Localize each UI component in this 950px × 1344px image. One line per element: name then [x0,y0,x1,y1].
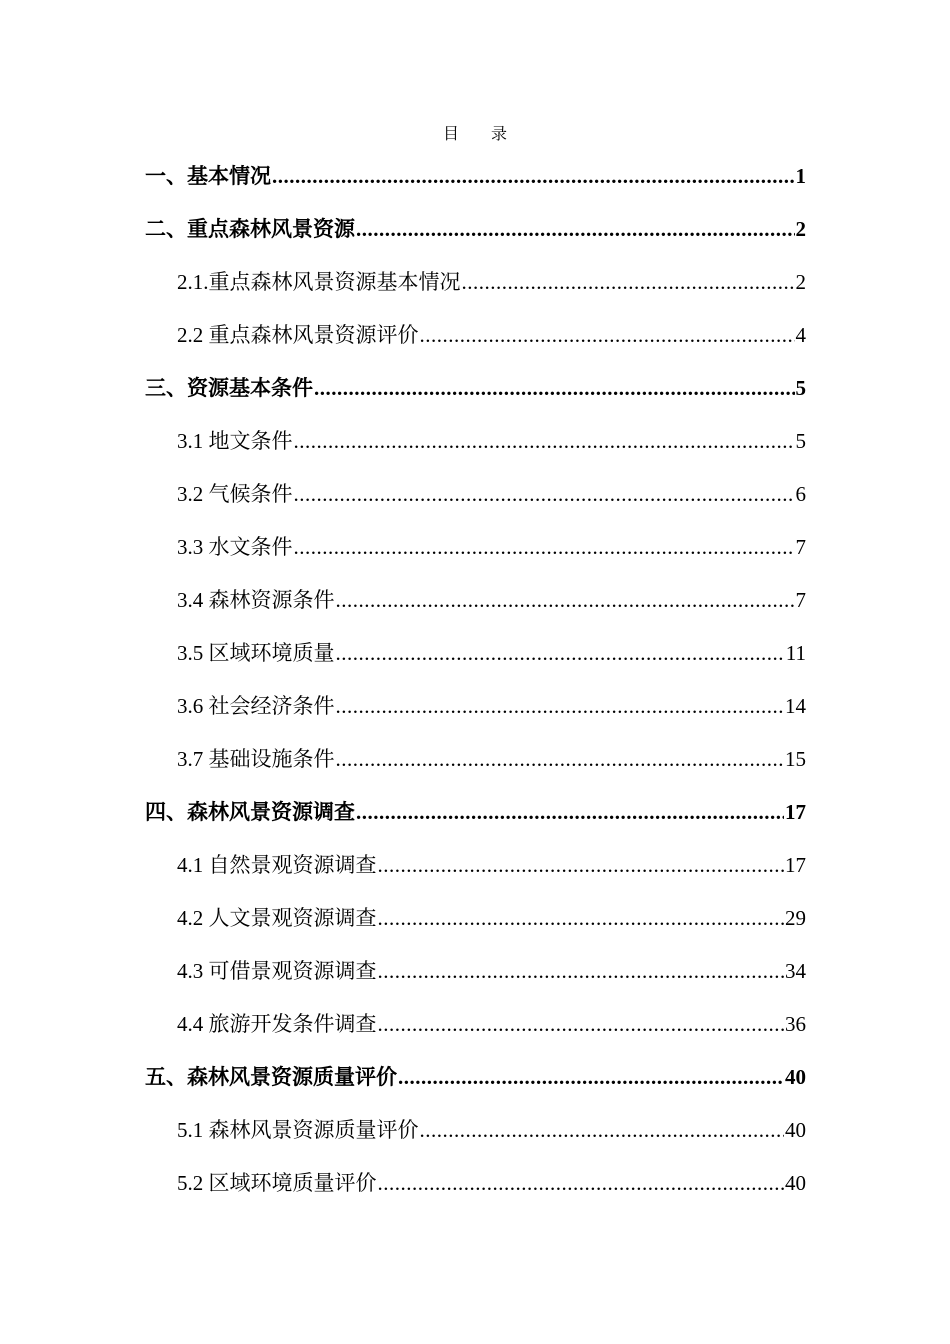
toc-entry-text: 三、资源基本条件 [145,375,313,400]
toc-page-number: 2 [795,269,806,294]
toc-entry[interactable] [0,679,950,732]
toc-dot-leader [294,533,795,561]
toc-entry-text: 3.4 森林资源条件 [177,587,335,612]
toc-page-number: 15 [785,746,806,771]
toc-entry-text: 3.6 社会经济条件 [177,693,335,718]
toc-dot-leader [336,586,795,614]
toc-entry-text: 4.4 旅游开发条件调查 [177,1011,377,1036]
toc-page-number: 7 [795,534,806,559]
toc-dot-leader [378,1169,785,1197]
toc-entry-text: 5.2 区域环境质量评价 [177,1170,377,1195]
toc-page-number: 40 [785,1064,806,1089]
toc-entry[interactable] [0,467,950,520]
toc-dot-leader [378,957,785,985]
toc-entry-text: 5.1 森林风景资源质量评价 [177,1117,419,1142]
toc-entry[interactable] [0,838,950,891]
toc-entry[interactable] [0,520,950,573]
toc-dot-leader [336,692,785,720]
toc-entry[interactable] [0,626,950,679]
toc-entry[interactable] [0,202,950,255]
toc-dot-leader [272,162,795,190]
toc-title: 目 录 [442,126,521,143]
toc-page-number: 1 [795,163,806,188]
toc-page-number: 2 [795,216,806,241]
toc-entry[interactable] [0,1156,950,1209]
toc-entry[interactable] [0,785,950,838]
toc-entry[interactable] [0,1103,950,1156]
toc-entry-text: 一、基本情况 [145,163,271,188]
toc-dot-leader [356,215,795,243]
toc-entry[interactable] [0,149,950,202]
toc-dot-leader [336,639,785,667]
toc-page-number: 40 [785,1170,806,1195]
toc-dot-leader [294,480,795,508]
toc-entry-text: 4.2 人文景观资源调查 [177,905,377,930]
toc-page-number: 4 [795,322,806,347]
toc-page-number: 11 [785,640,806,665]
toc-dot-leader [378,1010,785,1038]
toc-entry[interactable] [0,255,950,308]
toc-page-number: 6 [795,481,806,506]
toc-dot-leader [336,745,785,773]
toc-entry-text: 3.2 气候条件 [177,481,293,506]
toc-entry[interactable] [0,361,950,414]
toc-page-number: 40 [785,1117,806,1142]
toc-dot-leader [378,904,785,932]
toc-entry-text: 3.5 区域环境质量 [177,640,335,665]
toc-dot-leader [420,1116,785,1144]
toc-dot-leader [420,321,795,349]
toc-entry-text: 五、森林风景资源质量评价 [145,1064,397,1089]
toc-page-number: 14 [785,693,806,718]
toc-entry-text: 3.3 水文条件 [177,534,293,559]
toc-entry-text: 二、重点森林风景资源 [145,216,355,241]
toc-entry[interactable] [0,732,950,785]
toc-page-number: 29 [785,905,806,930]
toc-entry-text: 2.2 重点森林风景资源评价 [177,322,419,347]
toc-dot-leader [398,1063,784,1091]
toc-entry-text: 4.1 自然景观资源调查 [177,852,377,877]
toc-entry-text: 四、森林风景资源调查 [145,799,355,824]
toc-page-number: 5 [795,375,806,400]
toc-page-number: 34 [785,958,806,983]
table-of-contents [0,149,950,1209]
toc-entry-text: 3.7 基础设施条件 [177,746,335,771]
toc-entry-text: 2.1.重点森林风景资源基本情况 [177,269,461,294]
toc-page-number: 36 [785,1011,806,1036]
toc-entry[interactable] [0,308,950,361]
toc-dot-leader [462,268,795,296]
toc-page-number: 17 [785,852,806,877]
toc-entry-text: 3.1 地文条件 [177,428,293,453]
toc-entry-text: 4.3 可借景观资源调查 [177,958,377,983]
toc-page-number: 7 [795,587,806,612]
toc-entry[interactable] [0,573,950,626]
toc-page-number: 5 [795,428,806,453]
toc-entry[interactable] [0,414,950,467]
toc-page-number: 17 [785,799,806,824]
toc-dot-leader [356,798,784,826]
toc-entry[interactable] [0,1050,950,1103]
toc-dot-leader [294,427,795,455]
toc-entry[interactable] [0,891,950,944]
toc-dot-leader [378,851,785,879]
toc-dot-leader [314,374,795,402]
toc-entry[interactable] [0,997,950,1050]
toc-entry[interactable] [0,944,950,997]
